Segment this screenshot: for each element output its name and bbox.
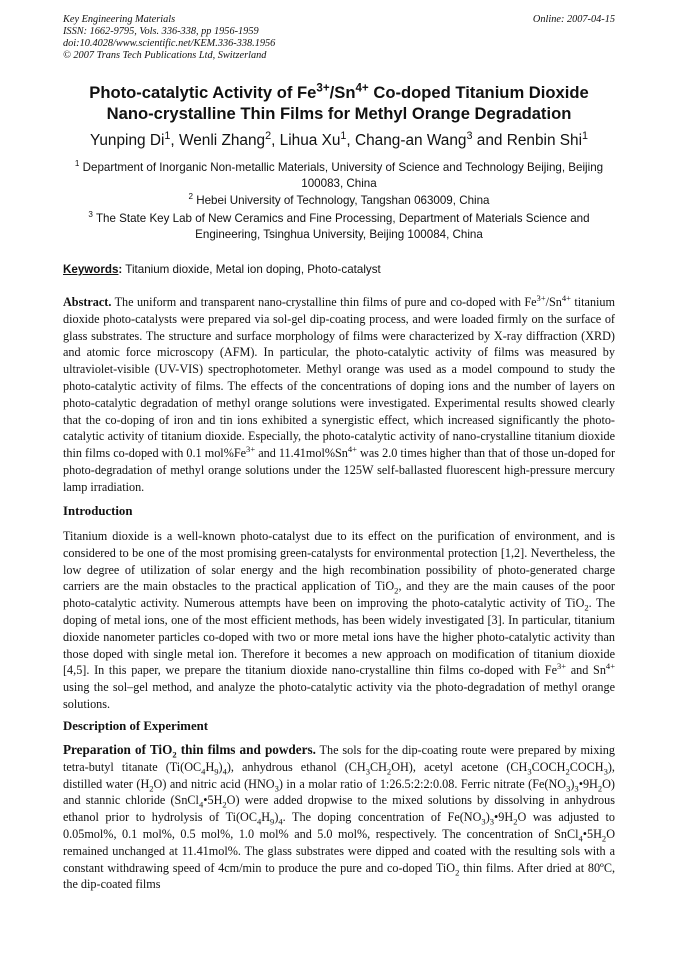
affiliation-2 (63, 193, 615, 209)
experiment-text-part: •9H (578, 776, 598, 791)
experiment-sub: 3 (603, 766, 608, 777)
experiment-text-part: COCH (569, 759, 604, 774)
abstract-text: was 2.0 times higher than that of those un-doped for photo-degradation of methyl orange solutions under the 125W self-ballasted fluorescent high-pressure mercury lamp irradiation. (63, 446, 616, 494)
experiment-text-part: O) were added dropwise to the mixed solutions by dissolving in anhydrous ethanol prior to hydrolysis of Ti(OC (63, 793, 615, 825)
experiment-text-part: ) (485, 810, 490, 825)
author-affiliation-mark: 1 (164, 129, 171, 142)
experiment-sub: 2 (565, 766, 570, 777)
online-date: Online: 2007-04-15 (532, 14, 615, 25)
affiliation-mark: 1 (74, 159, 80, 169)
author-affiliation-mark: 2 (265, 129, 272, 142)
experiment-subheading-sub: 2 (172, 749, 177, 760)
intro-sup: 4+ (605, 661, 615, 672)
author-separator: , (271, 132, 280, 149)
author-name: Wenli Zhang (178, 132, 266, 149)
experiment-sub: 2 (222, 799, 227, 810)
intro-text: , and they are the main causes of the poor photo-catalytic activity. Numerous attempts have been on improving the photo-catalytic activity of TiO (63, 579, 615, 611)
experiment-text-part: ) (570, 776, 575, 791)
abstract-label: Abstract. (63, 295, 112, 309)
experiment-sub: 9 (214, 766, 219, 777)
experiment-heading: Description of Experiment (63, 719, 209, 733)
experiment-sub: 3 (527, 766, 532, 777)
author-name: Chang-an Wang (354, 132, 467, 149)
experiment-text-part: •5H (582, 826, 602, 841)
experiment-sub: 2 (601, 833, 607, 844)
title-sup: 4+ (355, 81, 369, 95)
experiment-text-part: O) and nitric acid (HNO (153, 776, 275, 791)
journal-header (63, 14, 615, 62)
author-list (63, 131, 615, 151)
experiment-sub: 4 (222, 766, 227, 777)
experiment-paragraph (63, 742, 615, 893)
experiment-text-part: ) (274, 810, 279, 825)
affiliation-text: Hebei University of Technology, Tangshan 063009, China (193, 194, 490, 207)
experiment-sub: 4 (278, 816, 283, 827)
experiment-sub: 2 (386, 766, 392, 777)
author-name: Renbin Shi (506, 132, 583, 149)
author-separator: , (170, 132, 179, 149)
title-part: /Sn (329, 83, 356, 102)
intro-sub: 2 (394, 585, 399, 596)
experiment-sub: 2 (455, 867, 460, 878)
abstract-sup: 4+ (561, 292, 571, 303)
experiment-sub: 3 (481, 816, 486, 827)
experiment-text-part: . The doping concentration of Fe(NO (282, 810, 482, 825)
experiment-text (63, 743, 615, 891)
experiment-sub: 3 (566, 783, 571, 794)
experiment-text-part: COCH (531, 759, 566, 774)
experiment-sub: 9 (270, 816, 275, 827)
introduction-paragraph (63, 528, 615, 713)
experiment-text-part: H (261, 810, 271, 825)
abstract-text: titanium dioxide photo-catalysts were prepared via sol-gel dip-coating process, and were loaded firmly on the surface of glass substrates. The structure and surface morphology of films were characterized by X-ray diffraction (XRD) and atomic force microscopy (AFM). In particular, the photo-catalytic activity of films was measured by ultraviolet-visible (UV-VIS) spectrophotometer. Methyl orange was used as a model compound to study the photo-catalytic activity of films. The effects of the concentrations of doping ions and the number of layers on photo-catalytic degradation of methyl orange solutions were investigated. Experimental results showed clearly that the co-doping of iron and tin ions exhibited a synergistic effect, which increased significantly the photo-catalytic activity of titanium dioxide. Especially, the photo-catalytic activity of nano-crystalline titanium dioxide thin films co-doped with 0.1 mol%Fe (63, 295, 615, 461)
experiment-sub: 4 (201, 766, 206, 777)
copyright-line: © 2007 Trans Tech Publications Ltd, Switzerland (63, 50, 267, 61)
abstract-sup: 3+ (536, 292, 546, 303)
intro-sub: 2 (584, 602, 589, 613)
abstract-sup: 3+ (246, 444, 256, 455)
affiliation-text: The State Key Lab of New Ceramics and Fine Processing, Department of Materials Science and Engineering, Tsinghua University, Beijing 100084, China (92, 212, 590, 241)
affiliation-mark: 2 (188, 192, 194, 202)
experiment-text-part: •5H (203, 793, 223, 808)
journal-name: Key Engineering Materials (63, 14, 176, 25)
experiment-sub: 4 (198, 799, 204, 810)
experiment-subheading: Preparation of TiO (63, 742, 173, 757)
intro-text: using the sol–gel method, and analyze the photo-catalytic activity via the photo-degradation of methyl orange solutions. (63, 680, 615, 711)
author-name: Yunping Di (89, 132, 165, 149)
issn-line: ISSN: 1662-9795, Vols. 336-338, pp 1956-1959 (63, 26, 259, 37)
intro-text: Titanium dioxide is a well-known photo-catalyst due to its effect on the purification of environment, and is considered to be one of the most promising green-catalysts for environmental protection [1,2]. Nevertheless, the low degree of utilization of solar energy and the high recombination possibility of photo-generated charge carriers are the main obstacles to the practical application of TiO (63, 529, 615, 594)
author-affiliation-mark: 3 (466, 129, 473, 142)
paper-title (63, 82, 615, 124)
introduction-heading: Introduction (63, 504, 133, 518)
keywords-colon: : (118, 263, 123, 276)
abstract-paragraph (63, 294, 615, 496)
experiment-sub: 4 (256, 816, 262, 827)
experiment-sub: 2 (149, 783, 154, 794)
doi-line: doi:10.4028/www.scientific.net/KEM.336-338.1956 (63, 38, 276, 49)
intro-text: . The doping of metal ions, one of the most efficient methods, has been widely investigated [3]. In particular, titanium dioxide nanometer particles co-doped with two or more metal ions have the higher photo-catalytic activity than those doped with single metal ion. Therefore it becomes a new approach on modification of titanium dioxide [4,5]. In this paper, we prepare the titanium dioxide nano-crystalline thin films co-doped with Fe (63, 596, 615, 678)
experiment-text-part: The sols for the dip-coating route were prepared by mixing tetra-butyl titanate (Ti(OC (63, 743, 615, 774)
keywords-line (63, 263, 615, 277)
abstract-text: /Sn (545, 295, 562, 309)
experiment-text-part: H (205, 759, 215, 774)
experiment-sub: 4 (578, 833, 583, 844)
experiment-text-part: ) in a molar ratio of 1:26.5:2:2:0.08. Ferric nitrate (Fe(NO (278, 776, 567, 791)
experiment-text-part: thin films. After dried at 80ºC, the dip-coated films (63, 860, 615, 892)
experiment-text-part: ) (218, 759, 223, 774)
experiment-text-part: •9H (494, 810, 514, 825)
title-sup: 3+ (316, 81, 330, 95)
abstract-text: and 11.41mol%Sn (255, 446, 348, 461)
experiment-text-part: O remained unchanged at 11.41mol%. The glass substrates were dipped and coated with the resulting sols with a constant withdrawing speed of 4cm/min to produce the pure and co-doped TiO (63, 826, 615, 875)
intro-text: and Sn (566, 663, 606, 678)
experiment-sub: 3 (365, 766, 370, 777)
affiliation-3 (63, 211, 615, 243)
experiment-subheading: thin films and powders. (176, 742, 316, 757)
keywords-text: Titanium dioxide, Metal ion doping, Photo-catalyst (122, 263, 381, 276)
keywords-label: Keywords (63, 263, 119, 276)
title-part: Co-doped Titanium Dioxide (368, 83, 589, 102)
experiment-text-part: ), anhydrous ethanol (CH (226, 759, 366, 774)
intro-sup: 3+ (556, 661, 567, 672)
author-separator: and (472, 132, 507, 149)
title-part: Photo-catalytic Activity of Fe (89, 83, 317, 102)
abstract-sup: 4+ (347, 444, 357, 455)
author-affiliation-mark: 1 (340, 129, 347, 142)
affiliation-mark: 3 (88, 210, 93, 220)
experiment-sub: 2 (597, 783, 603, 794)
experiment-text-part: OH), acetyl acetone (CH (391, 759, 528, 774)
experiment-text-part: O was adjusted to 0.05mol%, 0.1 mol%, 0.5 mol%, 1.0 mol% and 5.0 mol%, respectively. The concentration of SnCl (63, 810, 615, 841)
author-name: Lihua Xu (279, 132, 341, 149)
experiment-text-part: O) and stannic chloride (SnCl (63, 776, 615, 808)
title-line-2: Nano-crystalline Thin Films for Methyl Orange Degradation (106, 104, 572, 123)
experiment-sub: 3 (489, 816, 495, 827)
affiliation-1 (63, 160, 615, 192)
experiment-sub: 3 (574, 783, 579, 794)
author-affiliation-mark: 1 (582, 129, 589, 142)
experiment-text-part: CH (369, 759, 387, 774)
experiment-text-part: ), distilled water (H (63, 759, 615, 791)
affiliation-text: Department of Inorganic Non-metallic Materials, University of Science and Technology Beijing, Beijing 100083, China (79, 161, 604, 190)
abstract-text: The uniform and transparent nano-crystalline thin films of pure and co-doped with Fe (111, 295, 537, 309)
experiment-sub: 2 (513, 816, 518, 827)
author-separator: , (346, 132, 355, 149)
experiment-sub: 3 (274, 783, 279, 794)
